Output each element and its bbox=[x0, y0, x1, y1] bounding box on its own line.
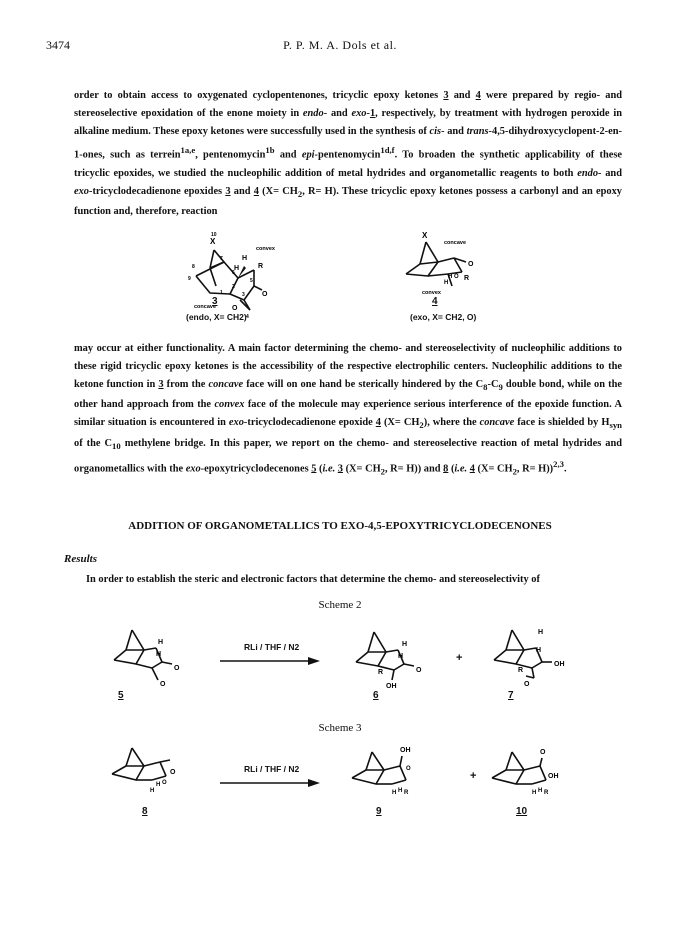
scheme-2-compound-5-structure bbox=[100, 620, 200, 690]
label-r: R bbox=[378, 669, 384, 676]
page-number: 3474 bbox=[46, 38, 70, 52]
scheme-2-title: Scheme 2 bbox=[318, 599, 362, 611]
label-h: H bbox=[156, 651, 162, 658]
label-h: H bbox=[444, 280, 449, 286]
label-atom-7: 7 bbox=[220, 256, 223, 262]
scheme-2-plus: + bbox=[456, 652, 463, 664]
compound-number-3: 3 bbox=[212, 296, 218, 307]
label-r: R bbox=[544, 790, 549, 796]
compound-number-5: 5 bbox=[118, 690, 124, 701]
scheme-3-reagents: RLi / THF / N2 bbox=[244, 764, 300, 774]
label-h: H bbox=[392, 790, 397, 796]
label-h: H bbox=[234, 265, 240, 272]
scheme-3-compound-10-structure bbox=[480, 742, 590, 812]
results-heading: Results bbox=[64, 553, 98, 565]
label-oh: OH bbox=[386, 683, 397, 690]
label-o: O bbox=[540, 749, 546, 756]
label-x: X bbox=[210, 237, 216, 246]
label-oh: OH bbox=[548, 773, 559, 780]
scheme-2-arrow bbox=[220, 656, 320, 666]
label-h: H bbox=[158, 639, 164, 646]
label-x: X bbox=[422, 231, 428, 240]
label-o: O bbox=[406, 766, 411, 772]
label-h: H bbox=[398, 788, 403, 794]
compound-number-7: 7 bbox=[508, 690, 514, 701]
label-h: H bbox=[402, 641, 408, 648]
compound-number-10: 10 bbox=[516, 806, 528, 817]
scheme-3-plus: + bbox=[470, 770, 477, 782]
scheme-3-title: Scheme 3 bbox=[318, 722, 362, 734]
label-r: R bbox=[404, 790, 409, 796]
label-atom-2: 2 bbox=[232, 284, 235, 290]
label-o: O bbox=[160, 681, 166, 688]
label-o: O bbox=[232, 305, 238, 312]
label-atom-6: 6 bbox=[232, 270, 235, 276]
compound-number-6: 6 bbox=[373, 690, 379, 701]
label-h: H bbox=[532, 790, 537, 796]
paragraph-discussion: may occur at either functionality. A main factor determining the chemo- and stereoselectivity of nucleophilic additions to these rigid tricyclic epoxy ketones is the accessibility of the respective electrophilic centers. Nucleophilic additions to the ketone function in 3 from the concave face will on one hand be sterically hindered by the $C_8-C_9$ double bond, while on the other hand approach from the convex face of the molecule may experience serious interference of the epoxide function. A similar situation is encountered in exo-tricyclodecadienone epoxide 4 $(X= CH_2)$, where the concave face is shielded by $H_{syn}$ of the $C_{10}$ methylene bridge. In this paper, we report on the chemo- and stereoselective reaction of metal hydrides and organometallics with the exo-epoxytricyclodecenones 5 (i.e. 3 ($X= CH_2$, R= H)) and 8 (i.e. 4 ($X= CH_2$, R= H))$^{2,3}$. bbox=[74, 343, 622, 477]
label-o: O bbox=[262, 291, 268, 298]
label-h: H bbox=[536, 647, 542, 654]
scheme-3-arrow bbox=[220, 778, 320, 788]
paragraph-intro: order to obtain access to oxygenated cyclopentenones, tricyclic epoxy ketones 3 and 4 were prepared by regio- and stereoselective epoxidation of the enone moiety in endo- and exo-1, respectively, by treatment with hydrogen peroxide in alkaline medium. These epoxy ketones were successfully used in the synthesis of cis- and trans-4,5-dihydroxycyclopent-2-en-1-ones, such as terrein$^{1a,e}$, pentenomycin$^{1b}$ and epi-pentenomycin$^{1d,f}$. To broaden the synthetic applicability of these tricyclic epoxides, we studied the nucleophilic addition of metal hydrides and organometallic reagents to both endo- and exo-tricyclodecadienone epoxides 3 and 4 ($X= CH_2$, R= H). These tricyclic epoxy ketones possess a carbonyl and an epoxy function and, therefore, reaction bbox=[74, 90, 623, 218]
label-r: R bbox=[258, 263, 264, 270]
label-atom-9: 9 bbox=[188, 276, 191, 282]
label-o: O bbox=[524, 681, 530, 688]
label-h: H bbox=[150, 788, 155, 794]
label-o: O bbox=[174, 665, 180, 672]
label-h: H bbox=[242, 255, 248, 262]
label-concave: concave bbox=[194, 304, 217, 310]
label-o: O bbox=[162, 780, 167, 786]
scheme-2-compound-6-structure bbox=[342, 622, 442, 692]
running-head: P. P. M. A. Dols et al. bbox=[283, 38, 397, 52]
scheme-2-reagents: RLi / THF / N2 bbox=[244, 642, 300, 652]
scheme-2-compound-7-structure bbox=[480, 620, 580, 690]
scheme-3-compound-8-structure bbox=[100, 738, 210, 808]
label-r: R bbox=[518, 667, 524, 674]
label-concave: concave bbox=[444, 240, 467, 246]
label-convex: convex bbox=[256, 246, 275, 252]
label-o: O bbox=[416, 667, 422, 674]
label-h: H bbox=[156, 782, 161, 788]
structure-compound-3 bbox=[180, 232, 330, 320]
label-atom-3: 3 bbox=[242, 292, 245, 298]
label-o: O bbox=[454, 274, 459, 280]
label-h: H bbox=[448, 274, 453, 280]
label-atom-5: 5 bbox=[250, 278, 253, 284]
label-r: R bbox=[464, 275, 470, 282]
structure-compound-4 bbox=[392, 228, 512, 308]
label-atom-1: 1 bbox=[220, 290, 223, 296]
results-text: In order to establish the steric and electronic factors that determine the chemo- and stereoselectivity of bbox=[86, 574, 540, 585]
label-h: H bbox=[538, 788, 543, 794]
label-oh: OH bbox=[554, 661, 565, 668]
compound-number-8: 8 bbox=[142, 806, 148, 817]
label-atom-4: 4 bbox=[246, 314, 249, 320]
label-h: H bbox=[398, 653, 404, 660]
label-atom-10: 10 bbox=[211, 232, 217, 238]
label-o: O bbox=[468, 261, 474, 268]
label-atom-8: 8 bbox=[192, 264, 195, 270]
caption-compound-4: (exo, X= CH2, O) bbox=[410, 312, 477, 322]
label-oh: OH bbox=[400, 747, 411, 754]
scheme-3-compound-9-structure bbox=[340, 742, 450, 812]
label-h: H bbox=[538, 629, 544, 636]
compound-number-4: 4 bbox=[432, 296, 438, 307]
section-heading: ADDITION OF ORGANOMETALLICS TO EXO-4,5-EPOXYTRICYCLODECENONES bbox=[128, 520, 552, 532]
label-o: O bbox=[170, 769, 176, 776]
caption-compound-3: (endo, X= CH2) bbox=[186, 312, 247, 322]
label-convex: convex bbox=[422, 290, 441, 296]
compound-number-9: 9 bbox=[376, 806, 382, 817]
